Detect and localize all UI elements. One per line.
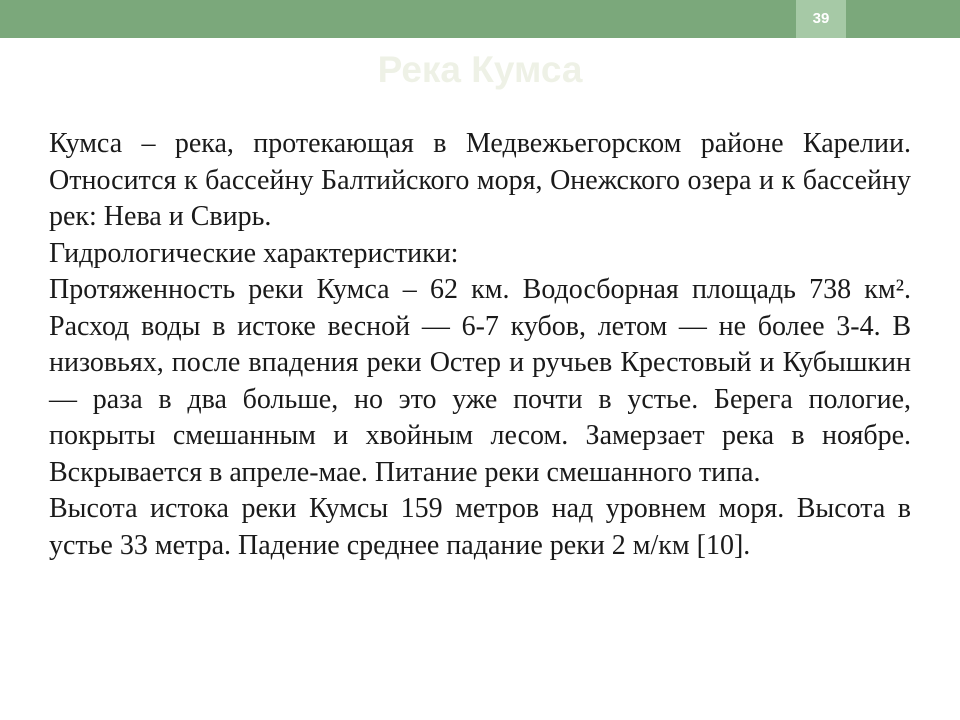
slide-body [49,126,911,564]
page-number-badge: 39 [796,0,846,38]
paragraph-characteristics: Протяженность реки Кумса – 62 км. Водосборная площадь 738 км². Расход воды в истоке весной — 6-7 кубов, летом — не более 3-4. В низовьях, после впадения реки Остер и ручьев Крестовый и Кубышкин — раза в два больше, но это уже почти в устье. Берега пологие, покрыты смешанным и хвойным лесом. Замерзает река в ноябре. Вскрывается в апреле-мае. Питание реки смешанного типа. [49,274,911,488]
slide-title: Река Кумса [377,49,583,90]
paragraph-elevation: Высота истока реки Кумсы 159 метров над уровнем моря. Высота в устье 33 метра. Падение среднее падание реки 2 м/км [10]. [49,493,911,561]
paragraph-intro: Кумса – река, протекающая в Медвежьегорском районе Карелии. Относится к бассейну Балтийского моря, Онежского озера и к бассейну рек: Нева и Свирь. [49,128,911,232]
paragraph-heading: Гидрологические характеристики: [49,237,459,269]
